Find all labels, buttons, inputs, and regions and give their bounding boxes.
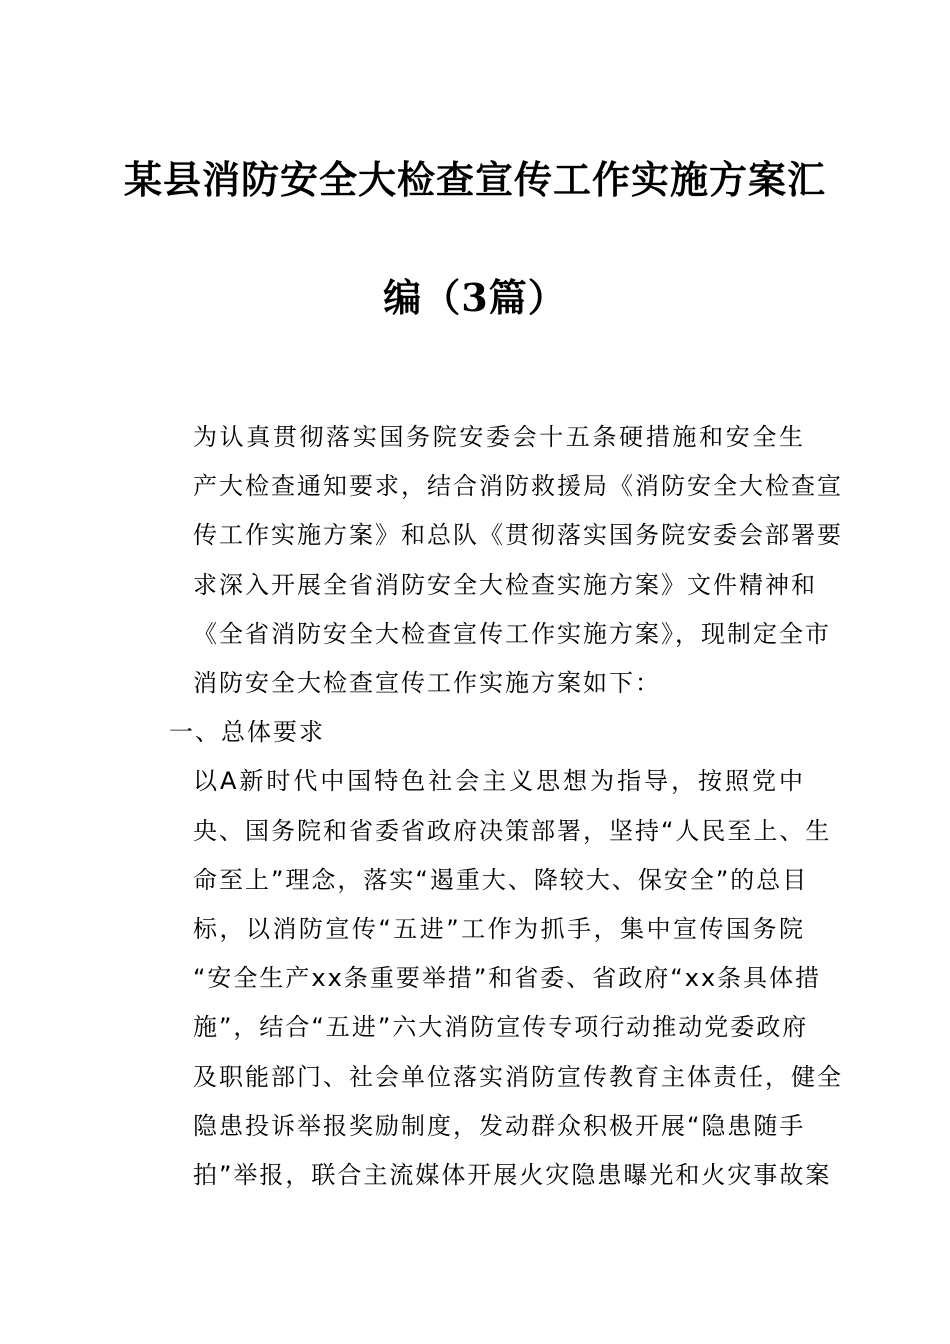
section-1-line: “安全生产xx条重要举措”和省委、省政府“xx条具体措 bbox=[193, 964, 822, 993]
section-1-line: 标，以消防宣传“五进”工作为抓手，集中宣传国务院 bbox=[193, 915, 805, 944]
section-1-line: 隐患投诉举报奖励制度，发动群众积极开展“隐患随手 bbox=[193, 1111, 806, 1140]
document-title-line-1: 某县消防安全大检查宣传工作实施方案汇 bbox=[123, 157, 826, 202]
section-1-line: 施”，结合“五进”六大消防宣传专项行动推动党委政府 bbox=[193, 1013, 809, 1042]
section-1-line: 以A新时代中国特色社会主义思想为指导，按照党中 bbox=[193, 767, 805, 796]
intro-line: 消防安全大检查宣传工作实施方案如下： bbox=[193, 669, 661, 698]
section-heading: 一、总体要求 bbox=[169, 718, 325, 747]
document-title-line-2: 编（3篇） bbox=[383, 275, 567, 320]
section-1-paragraph bbox=[145, 757, 843, 1200]
intro-line: 产大检查通知要求，结合消防救援局《消防安全大检查宣 bbox=[193, 472, 843, 501]
intro-line: 《全省消防安全大检查宣传工作实施方案》，现制定全市 bbox=[193, 619, 831, 648]
document-body bbox=[145, 413, 843, 1200]
section-1-line: 央、国务院和省委省政府决策部署，坚持“人民至上、生 bbox=[193, 816, 832, 845]
intro-line: 求深入开展全省消防安全大检查实施方案》文件精神和 bbox=[193, 570, 817, 599]
intro-paragraph bbox=[145, 413, 843, 708]
section-1-line: 命至上”理念，落实“遏重大、降较大、保安全”的总目 bbox=[193, 865, 809, 894]
intro-line: 为认真贯彻落实国务院安委会十五条硬措施和安全生 bbox=[193, 423, 805, 451]
section-1-line: 及职能部门、社会单位落实消防宣传教育主体责任，健全 bbox=[193, 1062, 843, 1091]
intro-line: 传工作实施方案》和总队《贯彻落实国务院安委会部署要 bbox=[193, 521, 843, 550]
section-1-line: 拍”举报，联合主流媒体开展火灾隐患曝光和火灾事故案 bbox=[193, 1161, 832, 1190]
